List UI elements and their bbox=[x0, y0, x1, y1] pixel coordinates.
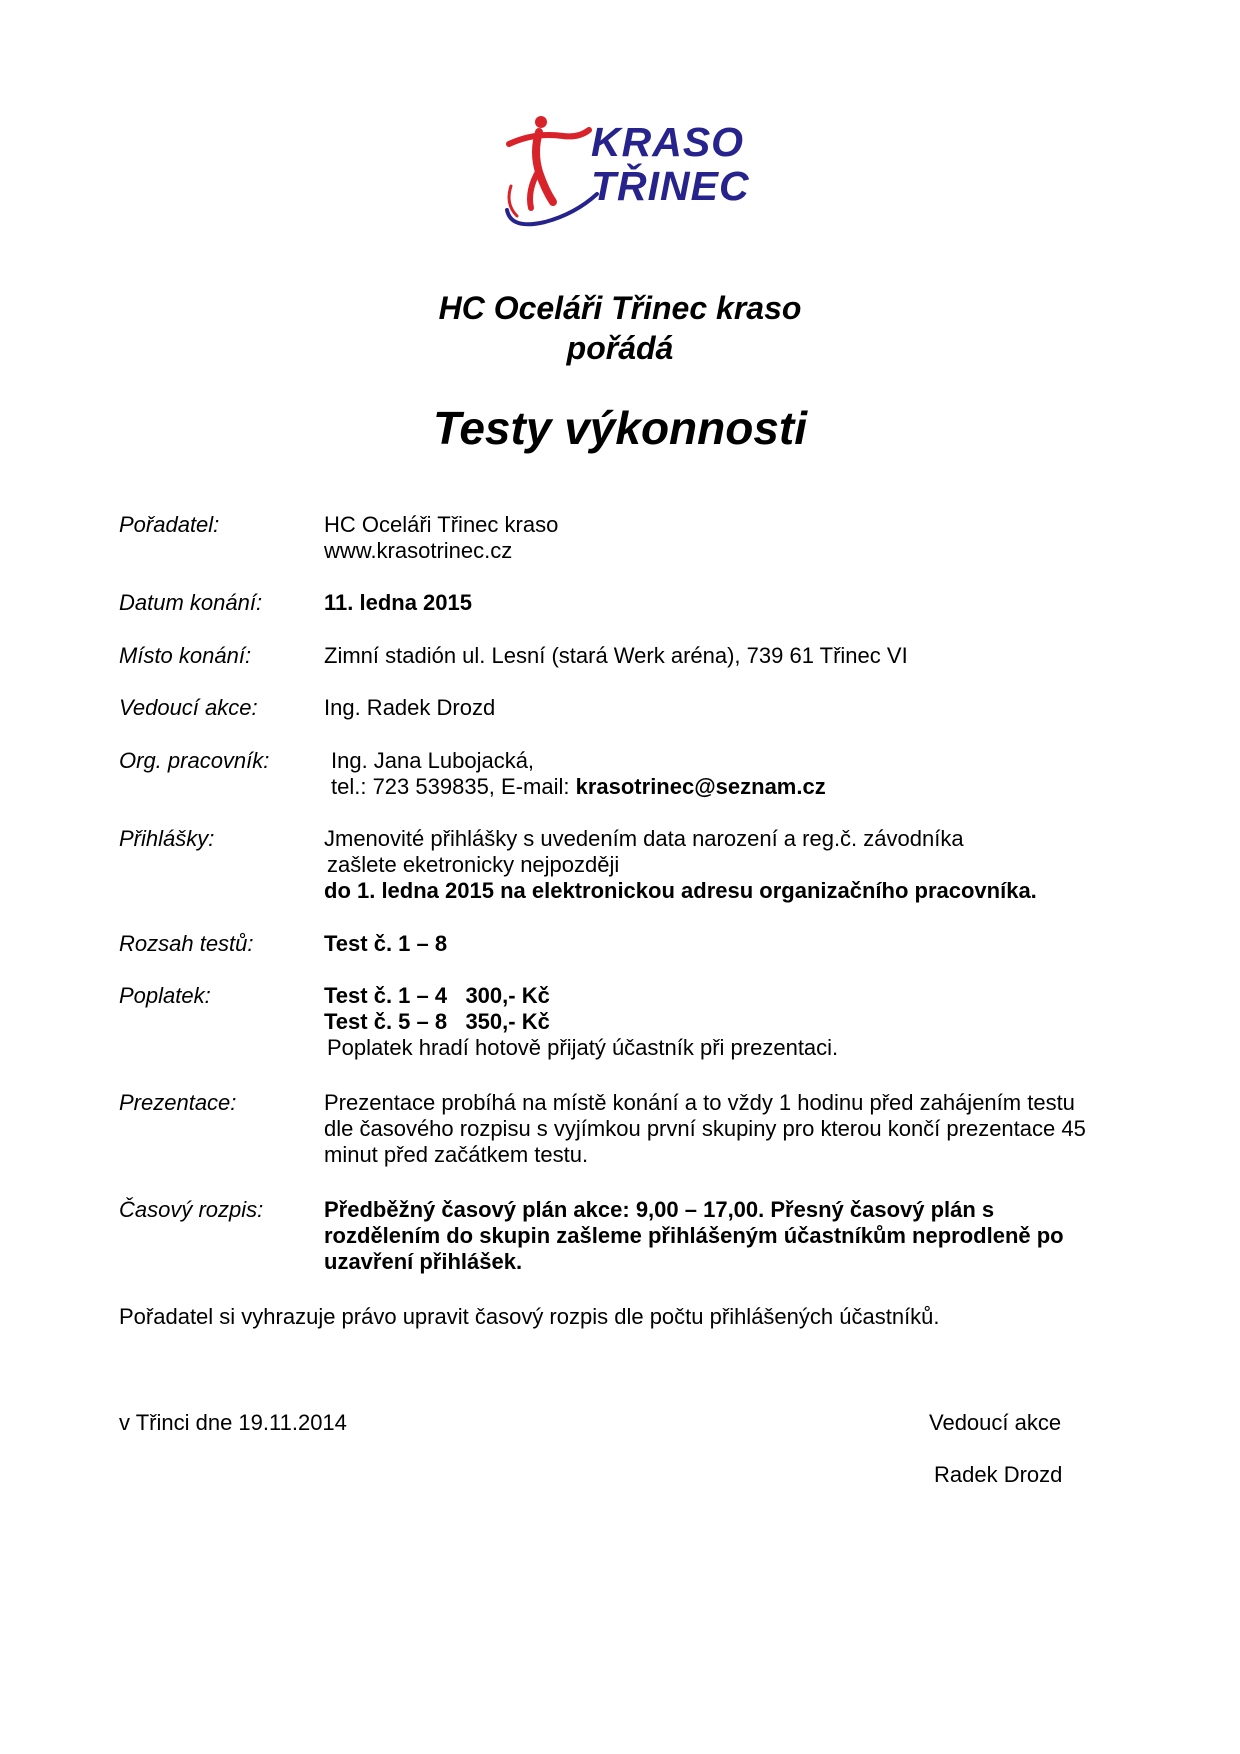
org-worker-contact bbox=[331, 774, 1171, 800]
registration-line-1: Jmenovité přihlášky s uvedením data narození a reg.č. závodníka bbox=[324, 826, 964, 851]
detail-label: Pořadatel: bbox=[119, 512, 220, 537]
fee-line-1: Test č. 1 – 4 300,- Kč bbox=[324, 983, 550, 1008]
organizer-heading: HC Oceláři Třinec kraso bbox=[438, 290, 802, 326]
schedule-line-3: uzavření přihlášek. bbox=[324, 1249, 523, 1274]
presentation-line-1: Prezentace probíhá na místě konání a to vždy 1 hodinu před zahájením testu bbox=[324, 1090, 1075, 1115]
fee-line-2: Test č. 5 – 8 350,- Kč bbox=[324, 1009, 550, 1034]
fee-note: Poplatek hradí hotově přijatý účastník při prezentaci. bbox=[327, 1035, 839, 1060]
organizer-heading-verb: pořádá bbox=[566, 330, 674, 366]
presentation-line-3: minut před začátkem testu. bbox=[324, 1142, 589, 1167]
org-worker-phone: tel.: 723 539835, E-mail: bbox=[331, 774, 576, 799]
logo-text-kraso: KRASO bbox=[591, 119, 745, 165]
detail-label: Org. pracovník: bbox=[119, 748, 270, 773]
presentation-line-2: dle časového rozpisu s vyjímkou první skupiny pro kterou končí prezentace 45 bbox=[324, 1116, 1086, 1141]
event-date: 11. ledna 2015 bbox=[324, 590, 472, 615]
signature-title: Vedoucí akce bbox=[929, 1410, 1062, 1435]
detail-label: Vedoucí akce: bbox=[119, 695, 258, 720]
detail-label: Přihlášky: bbox=[119, 826, 215, 851]
organizer-website: www.krasotrinec.cz bbox=[324, 538, 513, 563]
registration-line-2: zašlete eketronicky nejpozději bbox=[327, 852, 620, 877]
detail-value bbox=[324, 826, 1164, 904]
skater-figure-icon bbox=[505, 112, 605, 230]
detail-value bbox=[324, 748, 1171, 800]
detail-value bbox=[324, 983, 1164, 1061]
event-leader: Ing. Radek Drozd bbox=[324, 695, 496, 720]
event-venue: Zimní stadión ul. Lesní (stará Werk aréna), 739 61 Třinec VI bbox=[324, 643, 908, 668]
detail-value bbox=[324, 1197, 1164, 1275]
schedule-line-2: rozdělením do skupin zašleme přihlášeným účastníkům neprodleně po bbox=[324, 1223, 1064, 1248]
organizer-note: Pořadatel si vyhrazuje právo upravit časový rozpis dle počtu přihlášených účastníků. bbox=[119, 1304, 940, 1329]
registration-deadline: do 1. ledna 2015 na elektronickou adresu organizačního pracovníka. bbox=[324, 878, 1037, 903]
signature-name: Radek Drozd bbox=[934, 1462, 1063, 1487]
place-and-date: v Třinci dne 19.11.2014 bbox=[119, 1410, 347, 1435]
schedule-line-1: Předběžný časový plán akce: 9,00 – 17,00. Přesný časový plán s bbox=[324, 1197, 995, 1222]
detail-value bbox=[324, 512, 1164, 564]
org-worker-email: krasotrinec@seznam.cz bbox=[575, 774, 826, 799]
document-title: Testy výkonnosti bbox=[432, 402, 808, 454]
detail-label: Poplatek: bbox=[119, 983, 211, 1008]
detail-label: Prezentace: bbox=[119, 1090, 237, 1115]
logo-text-trinec: TŘINEC bbox=[591, 163, 750, 209]
detail-label: Časový rozpis: bbox=[119, 1197, 264, 1222]
org-worker-name: Ing. Jana Lubojacká, bbox=[331, 748, 535, 773]
kraso-trinec-logo bbox=[505, 112, 750, 230]
organizer-name: HC Oceláři Třinec kraso bbox=[324, 512, 559, 537]
detail-label: Rozsah testů: bbox=[119, 931, 254, 956]
detail-value bbox=[324, 1090, 1164, 1168]
detail-label: Místo konání: bbox=[119, 643, 252, 668]
detail-label: Datum konání: bbox=[119, 590, 263, 615]
test-range: Test č. 1 – 8 bbox=[324, 931, 448, 956]
